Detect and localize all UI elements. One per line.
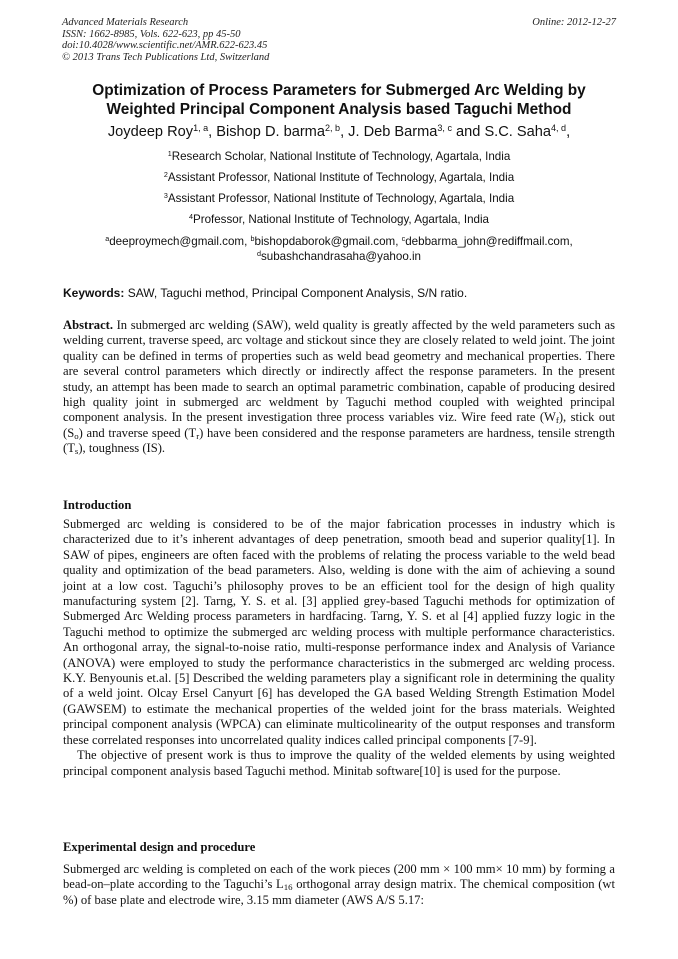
abstract-label: Abstract. — [63, 318, 114, 332]
doi-line: doi:10.4028/www.scientific.net/AMR.622-623.45 — [62, 40, 268, 51]
abstract-text: ), stick out (S — [63, 410, 615, 440]
online-date: Online: 2012-12-27 — [532, 17, 616, 28]
abstract-sub: r — [196, 431, 200, 442]
email-line-1 — [30, 235, 648, 249]
experimental-sub: 16 — [283, 882, 293, 893]
email-sup: c — [401, 234, 406, 244]
author-name: Joydeep Roy — [107, 124, 194, 140]
email-a[interactable]: deeproymech@gmail.com, — [109, 235, 251, 248]
title-line-1: Optimization of Process Parameters for Submerged Arc Welding by — [92, 82, 586, 99]
abstract-text: ) have been considered and the response parameters are hardness, tensile strength (T — [63, 425, 615, 456]
author-tail: , — [566, 124, 571, 140]
email-c[interactable]: debbarma_john@rediffmail.com, — [405, 235, 573, 248]
affiliation-text: Research Scholar, National Institute of Technology, Agartala, India — [171, 150, 511, 163]
author-sup: 3, c — [437, 123, 452, 134]
affiliation-text: Assistant Professor, National Institute of Technology, Agartala, India — [167, 192, 515, 205]
abstract-sub: s — [74, 446, 79, 457]
experimental-paragraph — [63, 862, 615, 908]
abstract-sub: o — [74, 431, 79, 442]
abstract-sub: f — [555, 415, 559, 426]
affiliation-2 — [30, 171, 648, 185]
author-sup: 2, b — [324, 123, 341, 134]
journal-header — [62, 17, 269, 63]
author-name: , J. Deb Barma — [340, 124, 438, 140]
abstract-text: ), toughness (IS). — [78, 441, 166, 456]
experimental-heading: Experimental design and procedure — [63, 840, 256, 854]
affiliation-1 — [30, 150, 648, 164]
email-sup: a — [105, 234, 110, 244]
author-name: and S.C. Saha — [451, 124, 551, 140]
journal-name: Advanced Materials Research — [62, 17, 189, 28]
affiliation-3 — [30, 192, 648, 206]
affiliation-sup: 4 — [188, 212, 193, 222]
intro-paragraph-1: Submerged arc welding is considered to be of the major fabrication processes in industry which is characterized due to it’s inherent advantages of deep penetration, smooth bead and superior quality[1]. In SAW of pipes, engineers are often faced with the problems of relating the process variable to the weld bead quality and optimization of the bead parameters. Also, welding is done with the aim of achieving a sound joint at a low cost. Taguchi’s philosophy proves to be an efficient tool for the design of high quality manufacturing system [2]. Tarng, Y. S. et al. [3] applied grey-based Taguchi methods for optimization of Submerged Arc Welding process parameters in hardfacing. Tarng, Y. S. et al [4] applied fuzzy logic in the Taguchi method to optimize the submerged arc welding process with multiple performance characteristics. An orthogonal array, the signal-to-noise ratio, multi-response performance index and Analysis of Variance (ANOVA) were employed to study the performance characteristics in the submerged arc welding process. K.Y. Benyounis et.al. [5] Described the welding parameters play a significant role in determining the quality of a weld joint. Olcay Ersel Canyurt [6] has developed the GA based Welding Strength Estimation Model (GAWSEM) to estimate the mechanical properties of the welded joint for the brass materials. Weighted principal component analysis (WPCA) can eliminate multicolinearity of the output responses and transform these correlated responses into uncorrelated quality indices called principal components [7-9]. — [63, 517, 615, 747]
author-name: , Bishop D. barma — [208, 124, 325, 140]
title-line-2: Weighted Principal Component Analysis based Taguchi Method — [106, 101, 572, 118]
affiliation-4 — [30, 213, 648, 227]
author-list — [30, 123, 648, 141]
affiliation-sup: 1 — [167, 149, 172, 159]
introduction-section — [63, 517, 615, 779]
affiliation-text: Professor, National Institute of Technology, Agartala, India — [192, 213, 490, 226]
experimental-text: orthogonal array design matrix. The chemical composition (wt %) of base plate and electrode wire, 3.15 mm diameter (AWS A/S 5.17: — [63, 877, 616, 907]
copyright-line: © 2013 Trans Tech Publications Ltd, Switzerland — [62, 51, 270, 63]
author-sup: 1, a — [193, 123, 209, 134]
affiliation-sup: 3 — [163, 191, 168, 201]
affiliation-sup: 2 — [163, 170, 168, 180]
experimental-text: Submerged arc welding is completed on each of the work pieces (200 mm × 100 mm× 10 mm) by forming a bead-on–plate according to the Taguchi’s L — [63, 862, 615, 892]
paper-title — [40, 81, 638, 119]
affiliation-text: Assistant Professor, National Institute of Technology, Agartala, India — [167, 171, 515, 184]
keywords — [63, 286, 467, 300]
email-d[interactable]: subashchandrasaha@yahoo.in — [260, 250, 422, 263]
keywords-text: SAW, Taguchi method, Principal Component Analysis, S/N ratio. — [124, 286, 468, 300]
author-sup: 4, d — [550, 123, 567, 134]
email-b[interactable]: bishopdaborok@gmail.com, — [254, 235, 402, 248]
abstract — [63, 318, 615, 457]
email-sup: b — [250, 234, 255, 244]
keywords-label: Keywords: — [63, 286, 125, 300]
email-sup: d — [256, 249, 261, 259]
email-line-2 — [30, 250, 648, 264]
intro-paragraph-2: The objective of present work is thus to improve the quality of the welded elements by using weighted principal component analysis based Taguchi method. Minitab software[10] is used for the purpose. — [63, 748, 615, 778]
abstract-text: In submerged arc welding (SAW), weld quality is greatly affected by the weld parameters such as welding current, traverse speed, arc voltage and stickout since they are closely related to weld joint. The joint quality can be defined in terms of properties such as weld bead geometry and mechanical properties. There are several control parameters which directly or indirectly affect the response parameters. In the present study, an attempt has been made to search an optimal parametric combination, capable of producing desired high quality joint in submerged arc weldment by Taguchi method coupled with weighted principal component analysis. In the present investigation three process variables viz. Wire feed rate (W — [63, 318, 615, 425]
introduction-heading: Introduction — [63, 498, 132, 512]
abstract-text: ) and traverse speed (T — [78, 425, 197, 440]
issn-line: ISSN: 1662-8985, Vols. 622-623, pp 45-50 — [62, 28, 241, 40]
